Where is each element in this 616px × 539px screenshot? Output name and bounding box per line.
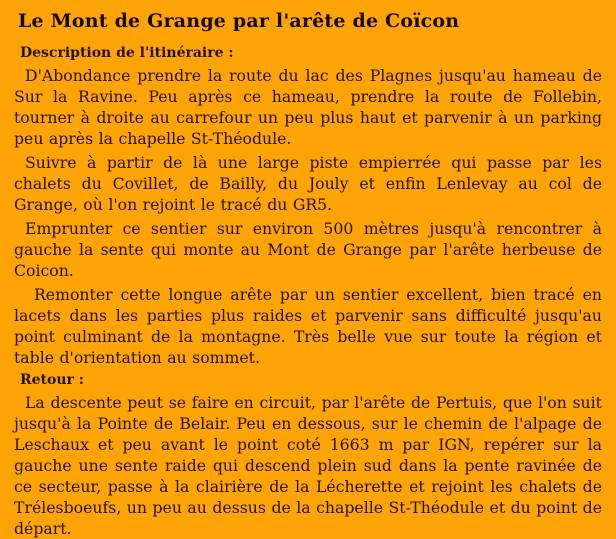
page-title: Le Mont de Grange par l'arête de Coïcon <box>18 10 460 32</box>
itineraire-paragraph-access: D'Abondance prendre la route du lac des Plagnes jusqu'au hameau de Sur la Ravine. Peu après ce hameau, prendre la route de Follebin, tourner à droite au carrefour un peu plus haut et parvenir à un parking peu après la chapelle St-Théodule. <box>14 66 602 148</box>
section-heading-itineraire: Description de l'itinéraire : <box>20 45 234 61</box>
itineraire-paragraph-sommet: Remonter cette longue arête par un sentier excellent, bien tracé en lacets dans les parties plus raides et parvenir sans difficulté jusqu'au point culminant de la montagne. Très belle vue sur toute la région et table d'orientation au sommet. <box>14 285 602 367</box>
itineraire-paragraph-sentier: Emprunter ce sentier sur environ 500 mètres jusqu'à rencontrer à gauche la sente qui monte au Mont de Grange par l'arête herbeuse de Coicon. <box>14 219 602 280</box>
section-heading-retour: Retour : <box>20 372 84 388</box>
itineraire-paragraph-piste: Suivre à partir de là une large piste empierrée qui passe par les chalets du Covillet, de Bailly, du Jouly et enfin Lenlevay au col de Grange, où l'on rejoint le tracé du GR5. <box>14 153 602 214</box>
retour-paragraph-descente: La descente peut se faire en circuit, par l'arête de Pertuis, que l'on suit jusqu'à la Pointe de Belair. Peu en dessous, sur le chemin de l'alpage de Leschaux et peu avant le point coté 1663 m par IGN, repérer sur la gauche une sente raide qui descend plein sud dans la pente ravinée de ce secteur, passe à la clairière de la Lécherette et rejoint les chalets de Trélesboeufs, un peu au dessus de la chapelle St-Théodule et du point de départ. <box>14 393 602 538</box>
